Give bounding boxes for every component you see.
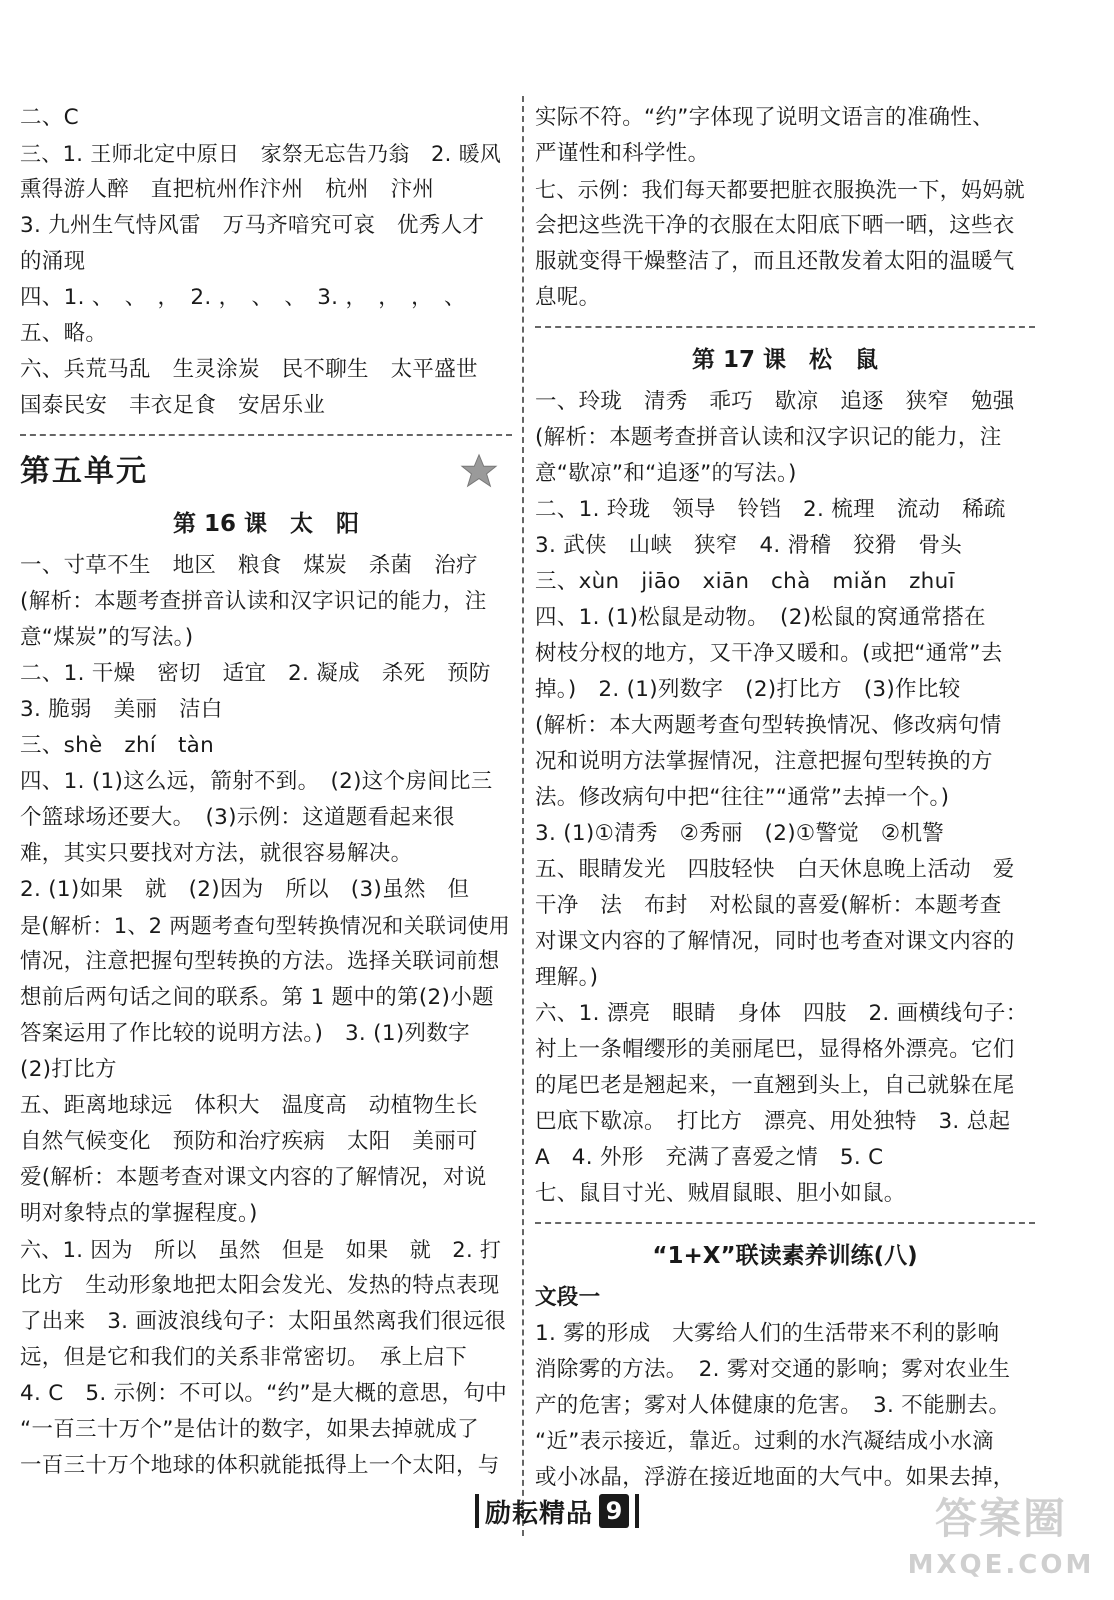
training-answers — [535, 1316, 1035, 1496]
answer-line: 三、1. 王师北定中原日 家祭无忘告乃翁 2. 暖风 — [20, 142, 502, 166]
answer-line: 难，其实只要找对方法，就很容易解决。 — [20, 841, 413, 866]
answer-line: (解析：本题考查拼音认读和汉字识记的能力，注 — [20, 589, 487, 614]
answer-line: 想前后两句话之间的联系。第 1 题中的第(2)小题 — [20, 985, 494, 1010]
answer-line: 七、鼠目寸光、贼眉鼠眼、胆小如鼠。 — [535, 1181, 906, 1206]
answer-line: 4. C 5. 示例：不可以。“约”是大概的意思，句中 — [20, 1381, 508, 1406]
answer-line: 理解。) — [535, 965, 599, 990]
answer-line: 四、1. 、 、 ， 2. ， 、 、 3. ， ， ， 、 — [20, 285, 466, 310]
right-column — [535, 100, 1035, 1496]
answer-line: (2)打比方 — [20, 1057, 117, 1082]
answer-line: (解析：本题考查拼音认读和汉字识记的能力，注 — [535, 425, 1002, 450]
answer-line: 二、1. 干燥 密切 适宜 2. 凝成 杀死 预防 — [20, 661, 491, 686]
answer-line: 五、距离地球远 体积大 温度高 动植物生长 — [20, 1093, 478, 1118]
answer-line: 会把这些洗干净的衣服在太阳底下晒一晒，这些衣 — [535, 213, 1015, 238]
left-top-answers — [20, 100, 512, 424]
answer-line: 个篮球场还要大。 (3)示例：这道题看起来很 — [20, 805, 455, 830]
answer-line: 3. 九州生气恃风雷 万马齐喑究可哀 优秀人才 — [20, 213, 485, 238]
answer-line: (解析：本大两题考查句型转换情况、修改病句情 — [535, 713, 1002, 738]
answer-line: 情况，注意把握句型转换的方法。选择关联词前想 — [20, 949, 500, 974]
answer-line: “一百三十万个”是估计的数字，如果去掉就成了 — [20, 1417, 479, 1442]
answer-line: 爱(解析：本题考查对课文内容的了解情况，对说 — [20, 1165, 487, 1190]
right-top-answers — [535, 100, 1035, 316]
answer-line: 熏得游人醉 直把杭州作汴州 杭州 汴州 — [20, 177, 435, 202]
star-icon — [460, 452, 498, 490]
answer-line: 比方 生动形象地把太阳会发光、发热的特点表现 — [20, 1273, 500, 1298]
answer-line: 巴底下歇凉。 打比方 漂亮、用处独特 3. 总起 — [535, 1109, 1011, 1134]
answer-line: 3. (1)①清秀 ②秀丽 (2)①警觉 ②机警 — [535, 821, 945, 846]
answer-line: 一百三十万个地球的体积就能抵得上一个太阳，与 — [20, 1453, 500, 1478]
unit-header — [20, 446, 512, 498]
answer-line: 一、玲珑 清秀 乖巧 歇凉 追逐 狭窄 勉强 — [535, 389, 1015, 414]
answer-line: 五、略。 — [20, 321, 108, 346]
answer-line: 自然气候变化 预防和治疗疾病 太阳 美丽可 — [20, 1129, 478, 1154]
answer-line: 七、示例：我们每天都要把脏衣服换洗一下，妈妈就 — [535, 178, 1025, 202]
answer-line: 干净 法 布封 对松鼠的喜爱(解析：本题考查 — [535, 893, 1002, 918]
answer-line: A 4. 外形 充满了喜爱之情 5. C — [535, 1145, 884, 1170]
lesson-16-title: 第 16 课 太 阳 — [172, 511, 360, 537]
answer-line: 产的危害；雾对人体健康的危害。 3. 不能删去。 — [535, 1393, 1011, 1418]
answer-line: 消除雾的方法。 2. 雾对交通的影响；雾对农业生 — [535, 1357, 1011, 1382]
answer-line: 法。修改病句中把“往往”“通常”去掉一个。) — [535, 785, 950, 810]
answer-line: “近”表示接近，靠近。过剩的水汽凝结成小水滴 — [535, 1429, 994, 1454]
lesson-17-answers — [535, 384, 1035, 1212]
answer-line: 服就变得干燥整洁了，而且还散发着太阳的温暖气 — [535, 249, 1015, 274]
lesson-17-title: 第 17 课 松 鼠 — [691, 347, 879, 373]
left-column — [20, 100, 512, 1484]
answer-line: 意“煤炭”的写法。) — [20, 625, 194, 650]
footer-brand: 励耘精品 — [484, 1498, 593, 1529]
answer-line: 掉。) 2. (1)列数字 (2)打比方 (3)作比较 — [535, 677, 961, 702]
answer-line: 意“歇凉”和“追逐”的写法。) — [535, 461, 797, 486]
section-label: 文段一 — [535, 1285, 601, 1310]
answer-line: 3. 武侠 山峡 狭窄 4. 滑稽 狡猾 骨头 — [535, 533, 963, 558]
footer-bar-left — [475, 1494, 479, 1528]
answer-line: 实际不符。“约”字体现了说明文语言的准确性、 — [535, 105, 994, 130]
lesson-16-answers — [20, 548, 512, 1484]
watermark-url: MXQE.COM — [907, 1550, 1095, 1580]
watermark-logo-text: 答案圈 — [934, 1494, 1067, 1543]
answer-line: 二、1. 玲珑 领导 铃铛 2. 梳理 流动 稀疏 — [535, 497, 1006, 522]
answer-line: 衬上一条帽缨形的美丽尾巴，显得格外漂亮。它们 — [535, 1037, 1015, 1062]
answer-line: 答案运用了作比较的说明方法。) 3. (1)列数字 — [20, 1021, 470, 1046]
section-divider — [535, 1222, 1035, 1224]
answer-line: 五、眼睛发光 四肢轻快 白天休息晚上活动 爱 — [535, 857, 1015, 882]
answer-line: 四、1. (1)松鼠是动物。 (2)松鼠的窝通常搭在 — [535, 605, 986, 630]
answer-line: 了出来 3. 画波浪线句子：太阳虽然离我们很远很 — [20, 1309, 507, 1334]
answer-line: 息呢。 — [535, 285, 601, 310]
answer-line: 的尾巴老是翘起来，一直翘到头上，自己就躲在尾 — [535, 1073, 1015, 1098]
answer-line: 六、1. 因为 所以 虽然 但是 如果 就 2. 打 — [20, 1238, 502, 1262]
answer-line: 树枝分杈的地方，又干净又暖和。(或把“通常”去 — [535, 641, 1003, 666]
answer-line: 六、1. 漂亮 眼睛 身体 四肢 2. 画横线句子： — [535, 1001, 1028, 1026]
answer-line: 的涌现 — [20, 249, 86, 274]
answer-line: 严谨性和科学性。 — [535, 141, 710, 166]
answer-line: 远，但是它和我们的关系非常密切。 承上启下 — [20, 1345, 468, 1370]
footer-bar-right — [635, 1494, 639, 1528]
unit-title: 第五单元 — [20, 454, 148, 489]
answer-line: 1. 雾的形成 大雾给人们的生活带来不利的影响 — [535, 1321, 1000, 1346]
answer-line: 二、C — [20, 105, 79, 130]
column-divider — [522, 96, 524, 1536]
answer-line: 三、shè zhí tàn — [20, 733, 215, 758]
answer-line: 3. 脆弱 美丽 洁白 — [20, 697, 223, 722]
answer-line: 六、兵荒马乱 生灵涂炭 民不聊生 太平盛世 — [20, 357, 478, 382]
answer-line: 或小冰晶，浮游在接近地面的大气中。如果去掉， — [535, 1465, 1015, 1490]
answer-line: 2. (1)如果 就 (2)因为 所以 (3)虽然 但 — [20, 877, 470, 902]
answer-line: 况和说明方法掌握情况，注意把握句型转换的方 — [535, 749, 993, 774]
page-number: 9 — [599, 1494, 629, 1528]
section-divider — [535, 326, 1035, 328]
answer-line: 明对象特点的掌握程度。) — [20, 1201, 258, 1226]
answer-line: 四、1. (1)这么远，箭射不到。 (2)这个房间比三 — [20, 769, 493, 794]
watermark — [906, 1490, 1096, 1590]
answer-line: 三、xùn jiāo xiān chà miǎn zhuī — [535, 569, 955, 594]
answer-line: 是(解析：1、2 两题考查句型转换情况和关联词使用 — [20, 914, 511, 938]
answer-line: 一、寸草不生 地区 粮食 煤炭 杀菌 治疗 — [20, 553, 478, 578]
section-divider — [20, 434, 512, 436]
training-title: “1+X”联读素养训练(八) — [652, 1243, 918, 1269]
answer-line: 国泰民安 丰衣足食 安居乐业 — [20, 393, 326, 418]
answer-line: 对课文内容的了解情况，同时也考查对课文内容的 — [535, 929, 1015, 954]
